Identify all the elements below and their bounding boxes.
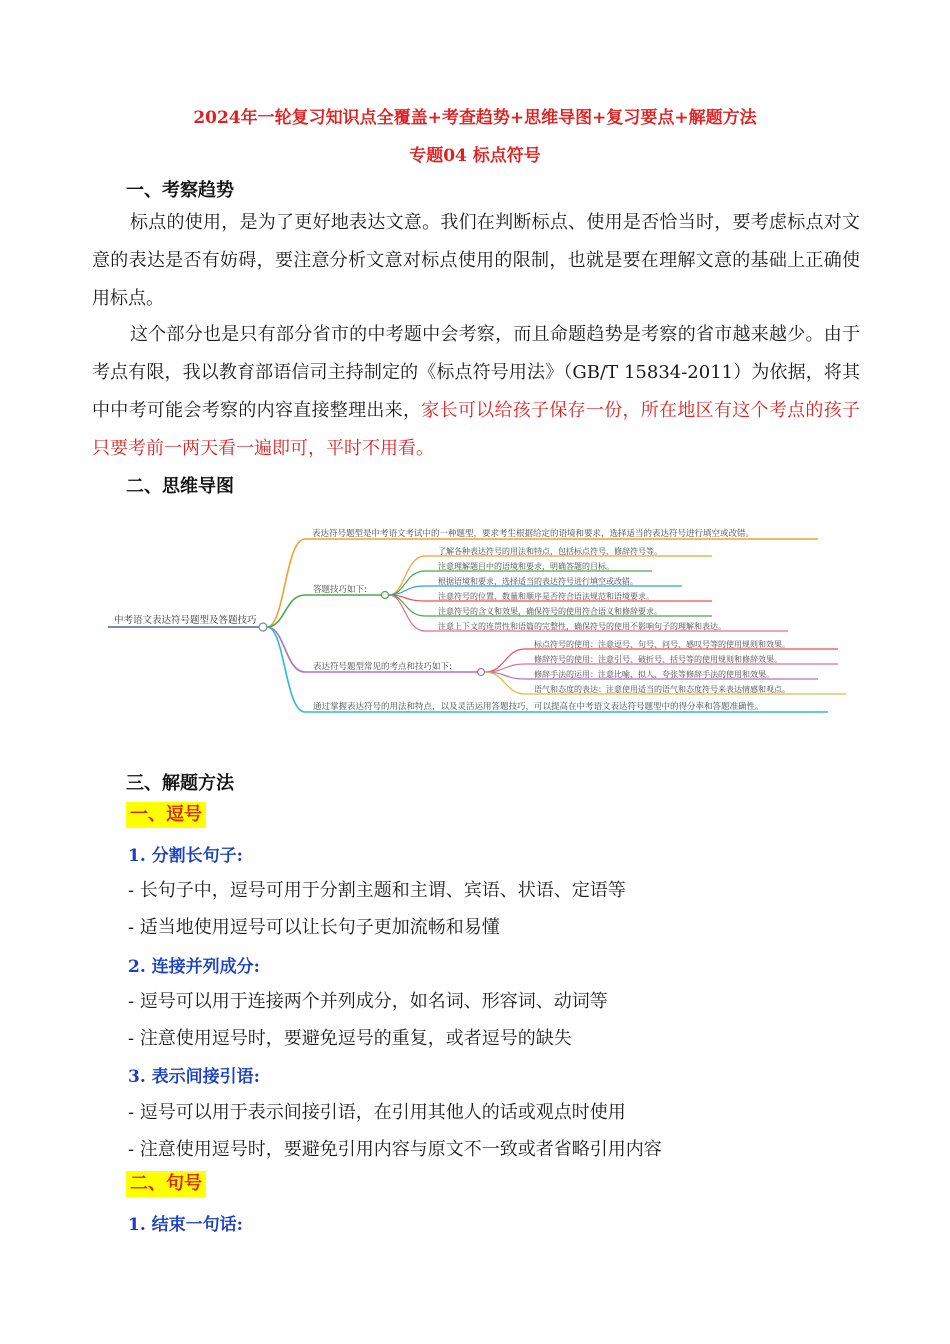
period-subheading-1: 1. 结束一句话: <box>128 1215 243 1235</box>
mm-b2-item6: 注意上下文的连贯性和语篇的完整性，确保符号的使用不影响句子的理解和表达。 <box>438 622 726 631</box>
mm-b2-item1: 了解各种表达符号的用法和特点，包括标点符号、修辞符号等。 <box>438 547 662 556</box>
mm-b2-item2-curve <box>389 571 425 595</box>
trend-paragraph-2 <box>92 316 860 468</box>
comma-item-1b: - 适当地使用逗号可以让长句子更加流畅和易懂 <box>128 917 500 938</box>
mind-map <box>100 515 860 725</box>
mm-b3-item1: 标点符号的使用：注意逗号、句号、问号、感叹号等的使用规则和效果。 <box>534 640 790 649</box>
doc-title-line2: 专题04 标点符号 <box>409 146 541 166</box>
mm-branch2-label: 答题技巧如下: <box>313 585 367 595</box>
mm-b2-item2: 注意理解题目中的语境和要求，明确答题的目标。 <box>438 562 614 571</box>
comma-subheading-3: 3. 表示间接引语: <box>128 1067 260 1087</box>
mm-branch4-label: 通过掌握表达符号的用法和特点，以及灵活运用答题技巧，可以提高在中考语文表达符号题型中的得分率和答题准确性。 <box>313 702 764 712</box>
section-heading-trend: 一、考察趋势 <box>126 180 234 201</box>
mm-b3-item2: 修辞符号的使用：注意引号、破折号、括号等的使用规则和修辞效果。 <box>534 655 782 664</box>
highlight-heading-period: 二、句号 <box>126 1171 206 1197</box>
comma-subheading-1: 1. 分割长句子: <box>128 846 243 866</box>
mm-root-node <box>259 623 267 631</box>
mm-branch2-node <box>382 592 389 599</box>
mm-branch3-label: 表达符号题型常见的考点和技巧如下: <box>313 662 452 672</box>
comma-item-1a: - 长句子中，逗号可用于分割主题和主谓、宾语、状语、定语等 <box>128 880 626 901</box>
highlight-heading-comma: 一、逗号 <box>126 802 206 828</box>
comma-item-3b: - 注意使用逗号时，要避免引用内容与原文不一致或者省略引用内容 <box>128 1139 662 1160</box>
section-heading-mindmap: 二、思维导图 <box>126 476 234 497</box>
trend-paragraph-2-text: 这个部分也是只有部分省市的中考题中会考察，而且命题趋势是考察的省市越来越少。由于考点有限，我以教育部语信司主持制定的《标点符号用法》（GB/T 15834-2011）为依据，将其中中考可能会考察的内容直接整理出来， <box>92 324 860 421</box>
mm-branch1-label: 表达符号题型是中考语文考试中的一种题型，要求考生根据给定的语境和要求，选择适当的表达符号进行填空或改错。 <box>312 529 755 539</box>
mm-b2-item5: 注意符号的含义和效果，确保符号的使用符合语义和修辞要求。 <box>438 607 662 616</box>
mm-branch3-node <box>478 669 485 676</box>
mm-b3-item4: 语气和态度的表达：注意使用适当的语气和态度符号来表达情感和观点。 <box>534 685 790 694</box>
comma-item-2b: - 注意使用逗号时，要避免逗号的重复，或者逗号的缺失 <box>128 1028 572 1049</box>
mm-root-label: 中考语文表达符号题型及答题技巧 <box>114 615 257 626</box>
mm-branch3-curve <box>267 627 305 672</box>
comma-item-3a: - 逗号可以用于表示间接引语，在引用其他人的话或观点时使用 <box>128 1102 626 1123</box>
mm-b2-item3: 根据语境和要求，选择适当的表达符号进行填空或改错。 <box>438 577 638 586</box>
trend-paragraph-2-red-text: 家长可以给孩子保存一份，所在地区有这个考点的孩子只要考前一两天看一遍即可，平时不用看。 <box>92 400 861 459</box>
trend-paragraph-1: 标点的使用，是为了更好地表达文意。我们在判断标点、使用是否恰当时，要考虑标点对文意的表达是否有妨碍，要注意分析文意对标点使用的限制，也就是要在理解文意的基础上正确使用标点。 <box>92 212 860 309</box>
doc-title-line1: 2024年一轮复习知识点全覆盖+考查趋势+思维导图+复习要点+解题方法 <box>193 108 757 128</box>
section-heading-methods: 三、解题方法 <box>126 773 234 794</box>
mm-b3-item3: 修辞手法的运用：注意比喻、拟人、夸张等修辞手法的使用和效果。 <box>534 670 774 679</box>
mm-b2-item1-curve <box>389 556 425 595</box>
mm-b2-item4: 注意符号的位置、数量和顺序是否符合语法规范和语境要求。 <box>438 592 654 601</box>
mm-branch4-curve <box>267 627 305 712</box>
comma-item-2a: - 逗号可以用于连接两个并列成分，如名词、形容词、动词等 <box>128 991 608 1012</box>
comma-subheading-2: 2. 连接并列成分: <box>128 957 260 977</box>
mm-branch1-curve <box>267 539 305 627</box>
